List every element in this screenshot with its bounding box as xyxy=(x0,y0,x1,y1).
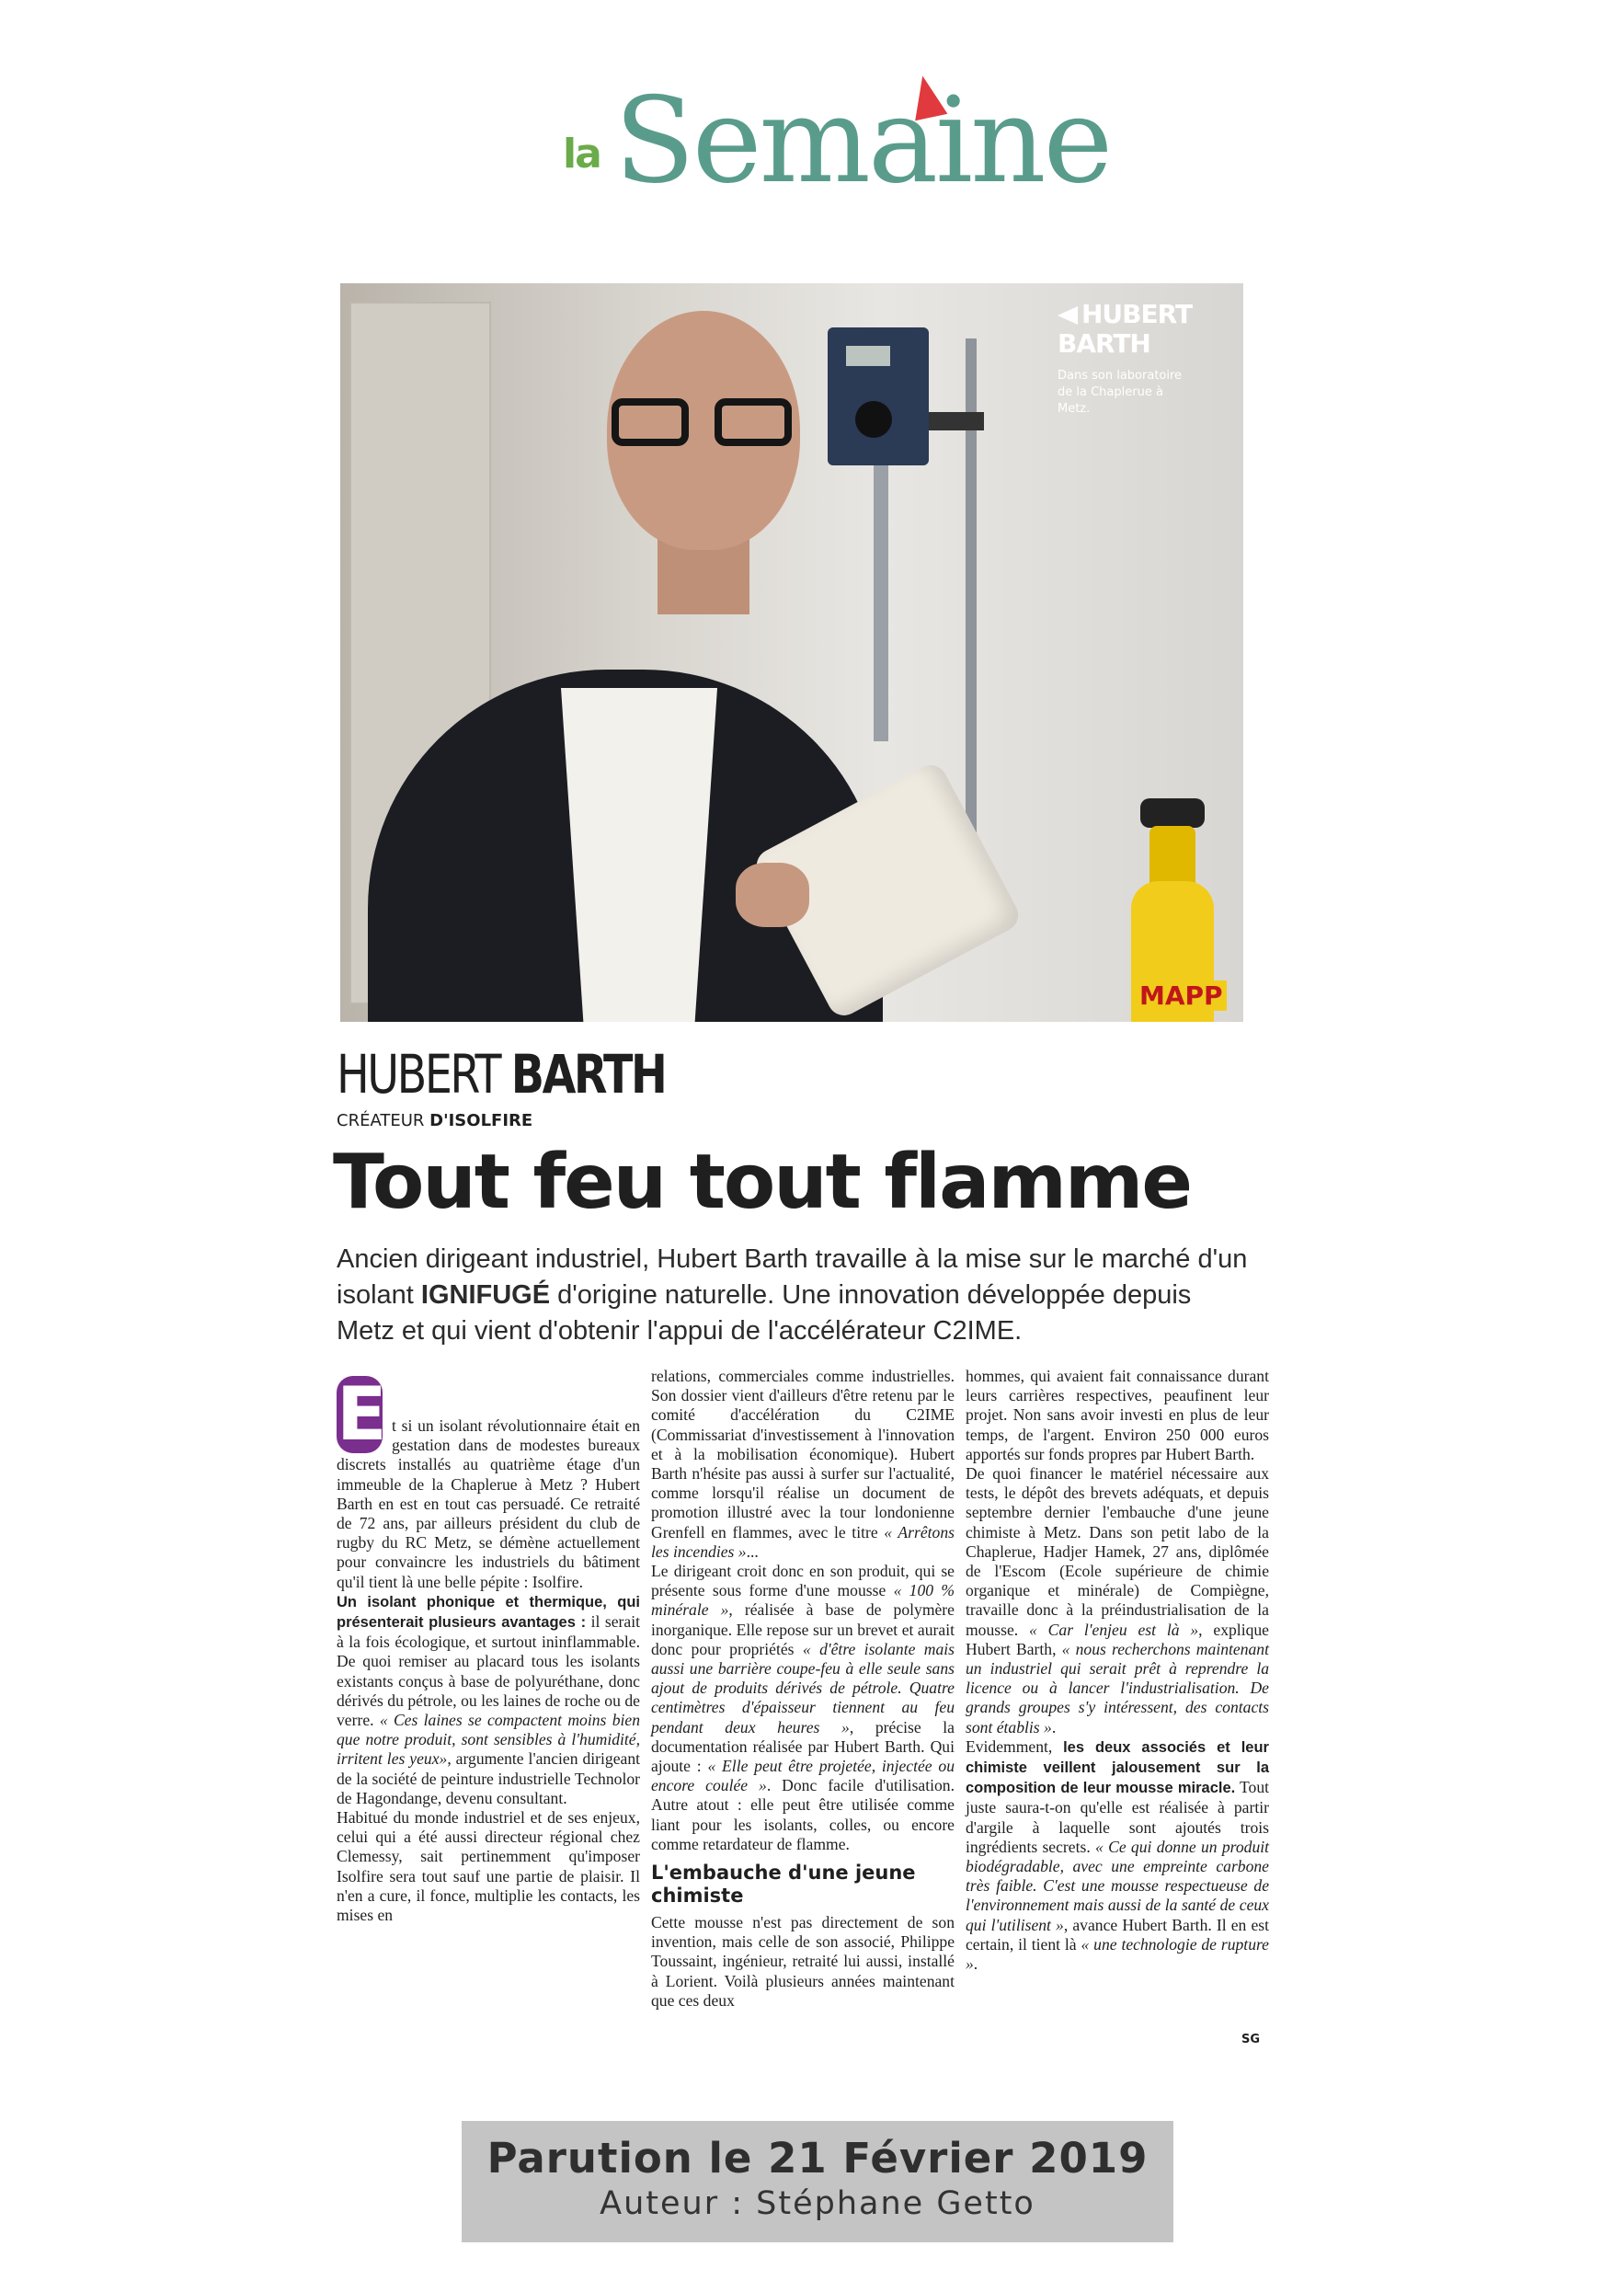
headline: Tout feu tout flamme xyxy=(333,1139,1191,1226)
paragraph-bold: les deux associés et leur chimiste veillent jalousement sur la composition de leur mousse miracle. xyxy=(966,1738,1269,1797)
intertitle: L'embauche d'une jeune chimiste xyxy=(651,1862,916,1908)
kicker-role xyxy=(337,1111,532,1130)
publication-date: Parution le 21 Février 2019 xyxy=(486,2134,1149,2183)
masthead-logo xyxy=(552,66,1111,232)
paragraph: , réalisée à base de polymère inorganique. Elle repose sur un brevet et aurait donc pour propriétés xyxy=(651,1600,955,1658)
paragraph: relations, commerciales comme industrielles. Son dossier vient d'ailleurs d'être retenu par le comité d'accélération du C2IME (Commissariat d'investissement à l'innovation et à la mobilisation économique). Hubert Barth n'hésite pas aussi à surfer sur l'actualité, comme lorsqu'il réalise un document de promotion illustré avec la tour londonienne Grenfell en flammes, avec le titre xyxy=(651,1367,955,1541)
paragraph-bold: Un isolant phonique et thermique, qui présenterait plusieurs avantages : xyxy=(337,1593,640,1632)
quote: « nous recherchons maintenant un industriel qui serait prêt à reprendre la licence ou à lancer l'industrialisation. De grands groupes s'y intéressent, des contacts sont établis » xyxy=(966,1639,1269,1736)
masthead-title: Semaine xyxy=(614,73,1111,210)
paragraph: hommes, qui avaient fait connaissance durant leurs carrières respectives, peaufinent leur projet. Non sans avoir investi en plus de leur temps, de l'argent. Environ 250 000 euros apportés sur fonds propres par Hubert Barth. xyxy=(966,1367,1269,1463)
paragraph: Cette mousse n'est pas directement de son invention, mais celle de son associé, Philippe Toussaint, ingénieur, retraité lui aussi, installé à Lorient. Voilà plusieurs années maintenant que ces deux xyxy=(651,1913,955,2010)
standfirst-part2: d'origine naturelle. Une innovation développée depuis Metz et qui vient d'obtenir l'appui de l'accélérateur C2IME. xyxy=(337,1280,1192,1346)
quote: « Arrêtons les incendies » xyxy=(651,1522,955,1561)
article-column-2 xyxy=(651,1367,955,2011)
caption-text: Dans son laboratoire de la Chaplerue à Metz. xyxy=(1058,369,1183,416)
paragraph: ... xyxy=(746,1541,759,1561)
paragraph: t si un isolant révolutionnaire était en gestation dans de modestes bureaux discrets installés au quatrième étage d'un immeuble de la Chaplerue à Metz ? Hubert Barth en est en tout cas persuadé. Ce retraité de 72 ans, par ailleurs président du club de rugby du RC Metz, se démène actuellement pour convaincre les industriels du bâtiment qu'il tient là une belle pépite : Isolfire. xyxy=(337,1416,640,1591)
quote: « d'être isolante mais aussi une barrière coupe-feu à elle seule sans ajout de produits dérivés de pétrole. Quatre centimètres d'épaisseur tiennent au feu pendant deux heures » xyxy=(651,1639,955,1736)
kicker-company: D'ISOLFIRE xyxy=(429,1111,533,1130)
paragraph: , explique Hubert Barth, xyxy=(966,1620,1269,1658)
photo-caption xyxy=(1058,300,1241,418)
masthead-prefix: la xyxy=(563,131,600,178)
caption-name-2: BARTH xyxy=(1058,328,1150,359)
quote: « 100 % minérale » xyxy=(651,1581,955,1620)
paragraph: . xyxy=(1051,1717,1057,1736)
publication-author: Auteur : Stéphane Getto xyxy=(600,2185,1035,2222)
kicker-name xyxy=(337,1045,665,1104)
paragraph: De quoi financer le matériel nécessaire aux tests, le dépôt des brevets adéquats, et depuis septembre dernier l'embauche d'une jeune chimiste à Metz. Dans son petit labo de la Chaplerue, Hadjer Hamek, 27 ans, diplômée de l'Escom (Ecole supérieure de chimie organique et minérale) de Compiègne, travaille donc à la préindustrialisation de la mousse. xyxy=(966,1464,1269,1639)
kicker-first: HUBERT xyxy=(337,1043,500,1106)
article-column-3 xyxy=(966,1367,1269,1974)
kicker-last: BARTH xyxy=(510,1043,666,1106)
dropcap: E xyxy=(337,1371,387,1457)
article-column-1 xyxy=(337,1371,641,1925)
author-signature: SG xyxy=(1241,2033,1261,2046)
paragraph: il serait à la fois écologique, et surtout ininflammable. De quoi remiser au placard tous les isolants existants conçus à base de polyuréthane, donc dérivés du pétrole, ou les laines de roche ou de verre. xyxy=(337,1612,640,1730)
quote: « Car l'enjeu est là » xyxy=(1029,1620,1199,1639)
paragraph: . xyxy=(973,1954,978,1974)
quote: « Elle peut être projetée, injectée ou encore coulée » xyxy=(651,1757,955,1795)
paragraph: . Donc facile d'utilisation. Autre atout : elle peut être utilisée comme liant pour les isolants, colles, ou encore comme retardateur de flamme. xyxy=(651,1776,955,1853)
bottle-brand: MAPP xyxy=(1136,980,1227,1011)
quote: « Ces laines se compactent moins bien que notre produit, sont sensibles à l'humidité, irritent les yeux» xyxy=(337,1711,640,1769)
paragraph: Habitué du monde industriel et de ses enjeux, celui qui a été aussi directeur régional chez Clemessy, sait pertinemment qu'imposer Isolfire sera tout sauf une partie de plaisir. Il n'en a cure, il fonce, multiplie les contacts, les mises en xyxy=(337,1808,640,1925)
standfirst-bold: IGNIFUGÉ xyxy=(420,1280,551,1310)
quote: « Ce qui donne un produit biodégradable, avec une empreinte carbone très faible. C'est une mousse respectueuse de l'environnement mais aussi de la santé de ceux qui l'utilisent » xyxy=(966,1837,1270,1934)
kicker-role-label: CRÉATEUR xyxy=(337,1111,425,1130)
article-photo xyxy=(340,283,1243,1022)
paragraph: Tout juste saura-t-on qu'elle est réalisée à partir d'argile à laquelle sont ajoutés trois ingrédients secrets. xyxy=(966,1778,1269,1856)
paragraph: , précise la documentation réalisée par Hubert Barth. Qui ajoute : xyxy=(651,1717,955,1776)
caption-arrow-icon xyxy=(1058,306,1078,325)
standfirst-part1: Ancien dirigeant industriel, Hubert Barth travaille à la mise sur le marché d'un isolant xyxy=(337,1244,1248,1310)
standfirst xyxy=(337,1242,1256,1349)
quote: « une technologie de rupture » xyxy=(966,1934,1269,1974)
publication-footer xyxy=(462,2121,1173,2242)
lab-stirrer xyxy=(828,327,929,465)
caption-name-1: HUBERT xyxy=(1081,299,1193,329)
paragraph: , avance Hubert Barth. Il en est certain, il tient là xyxy=(966,1915,1270,1954)
paragraph: Le dirigeant croit donc en son produit, qui se présente sous forme d'une mousse xyxy=(651,1562,955,1600)
paragraph: , argumente l'ancien dirigeant de la société de peinture industrielle Technolor de Hagondange, devenu consultant. xyxy=(337,1749,641,1807)
paragraph: Evidemment, xyxy=(966,1736,1053,1756)
